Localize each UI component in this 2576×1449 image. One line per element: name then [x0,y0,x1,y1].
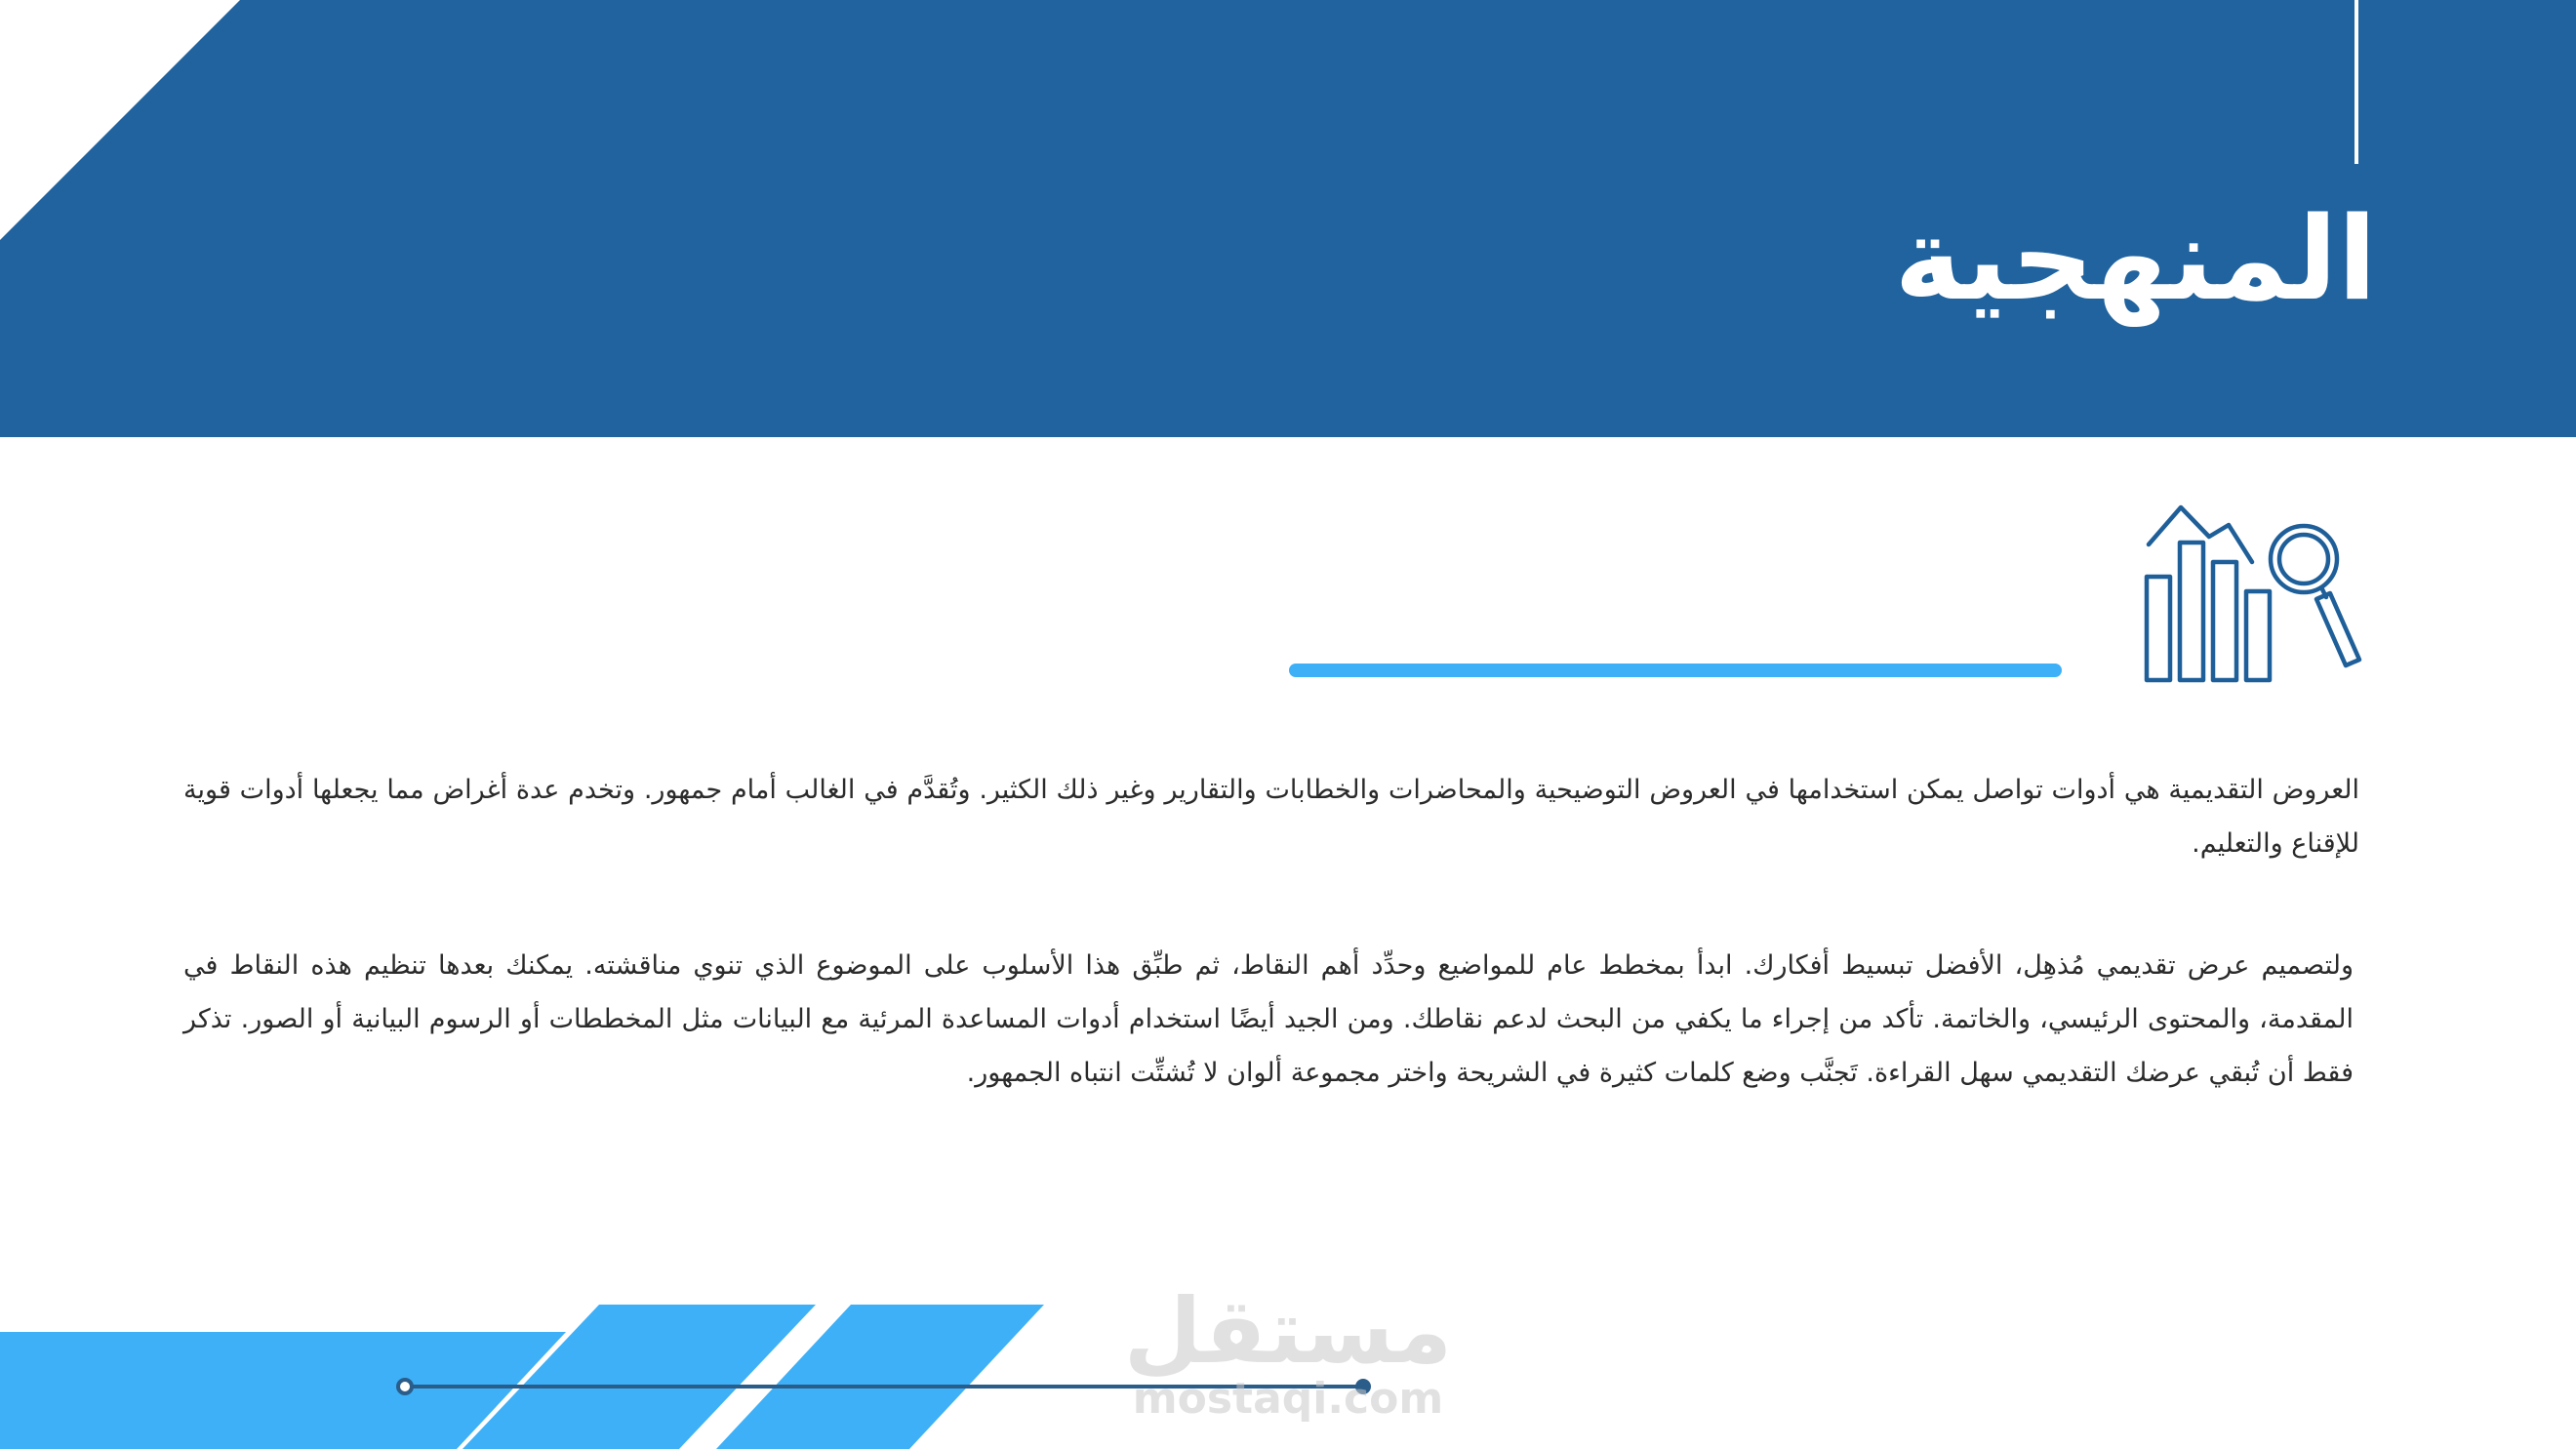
body-paragraph-1: العروض التقديمية هي أدوات تواصل يمكن استخدامها في العروض التوضيحية والمحاضرات والخطابات والتقارير وغير ذلك الكثير. وتُقدَّم في الغالب أمام جمهور. وتخدم عدة أغراض مما يجعلها أدوات قوية للإقناع والتعليم. [183,775,2359,859]
watermark-arabic-text: مستقل [1123,1279,1453,1384]
watermark-latin-text: mostaqi.com [1132,1374,1444,1424]
watermark [1122,1278,1454,1425]
page-title: المنهجية [1894,191,2377,326]
bar-chart-magnifier-icon [2135,500,2369,685]
header-vertical-line [2355,0,2358,164]
body-paragraph-2: ولتصميم عرض تقديمي مُذهِل، الأفضل تبسيط أفكارك. ابدأ بمخطط عام للمواضيع وحدِّد أهم النقاط، ثم طبِّق هذا الأسلوب على الموضوع الذي تنوي مناقشته. يمكنك بعدها تنظيم هذه النقاط في المقدمة، والمحتوى الرئيسي، والخاتمة. تأكد من إجراء ما يكفي من البحث لدعم نقاطك. ومن الجيد أيضًا استخدام أدوات المساعدة المرئية مع البيانات مثل المخططات أو الرسوم البيانية أو الصور. تذكر فقط أن تُبقي عرضك التقديمي سهل القراءة. تَجنَّب وضع كلمات كثيرة في الشريحة واختر مجموعة ألوان لا تُشتِّت انتباه الجمهور. [183,950,2354,1088]
accent-underline [1289,664,2062,677]
